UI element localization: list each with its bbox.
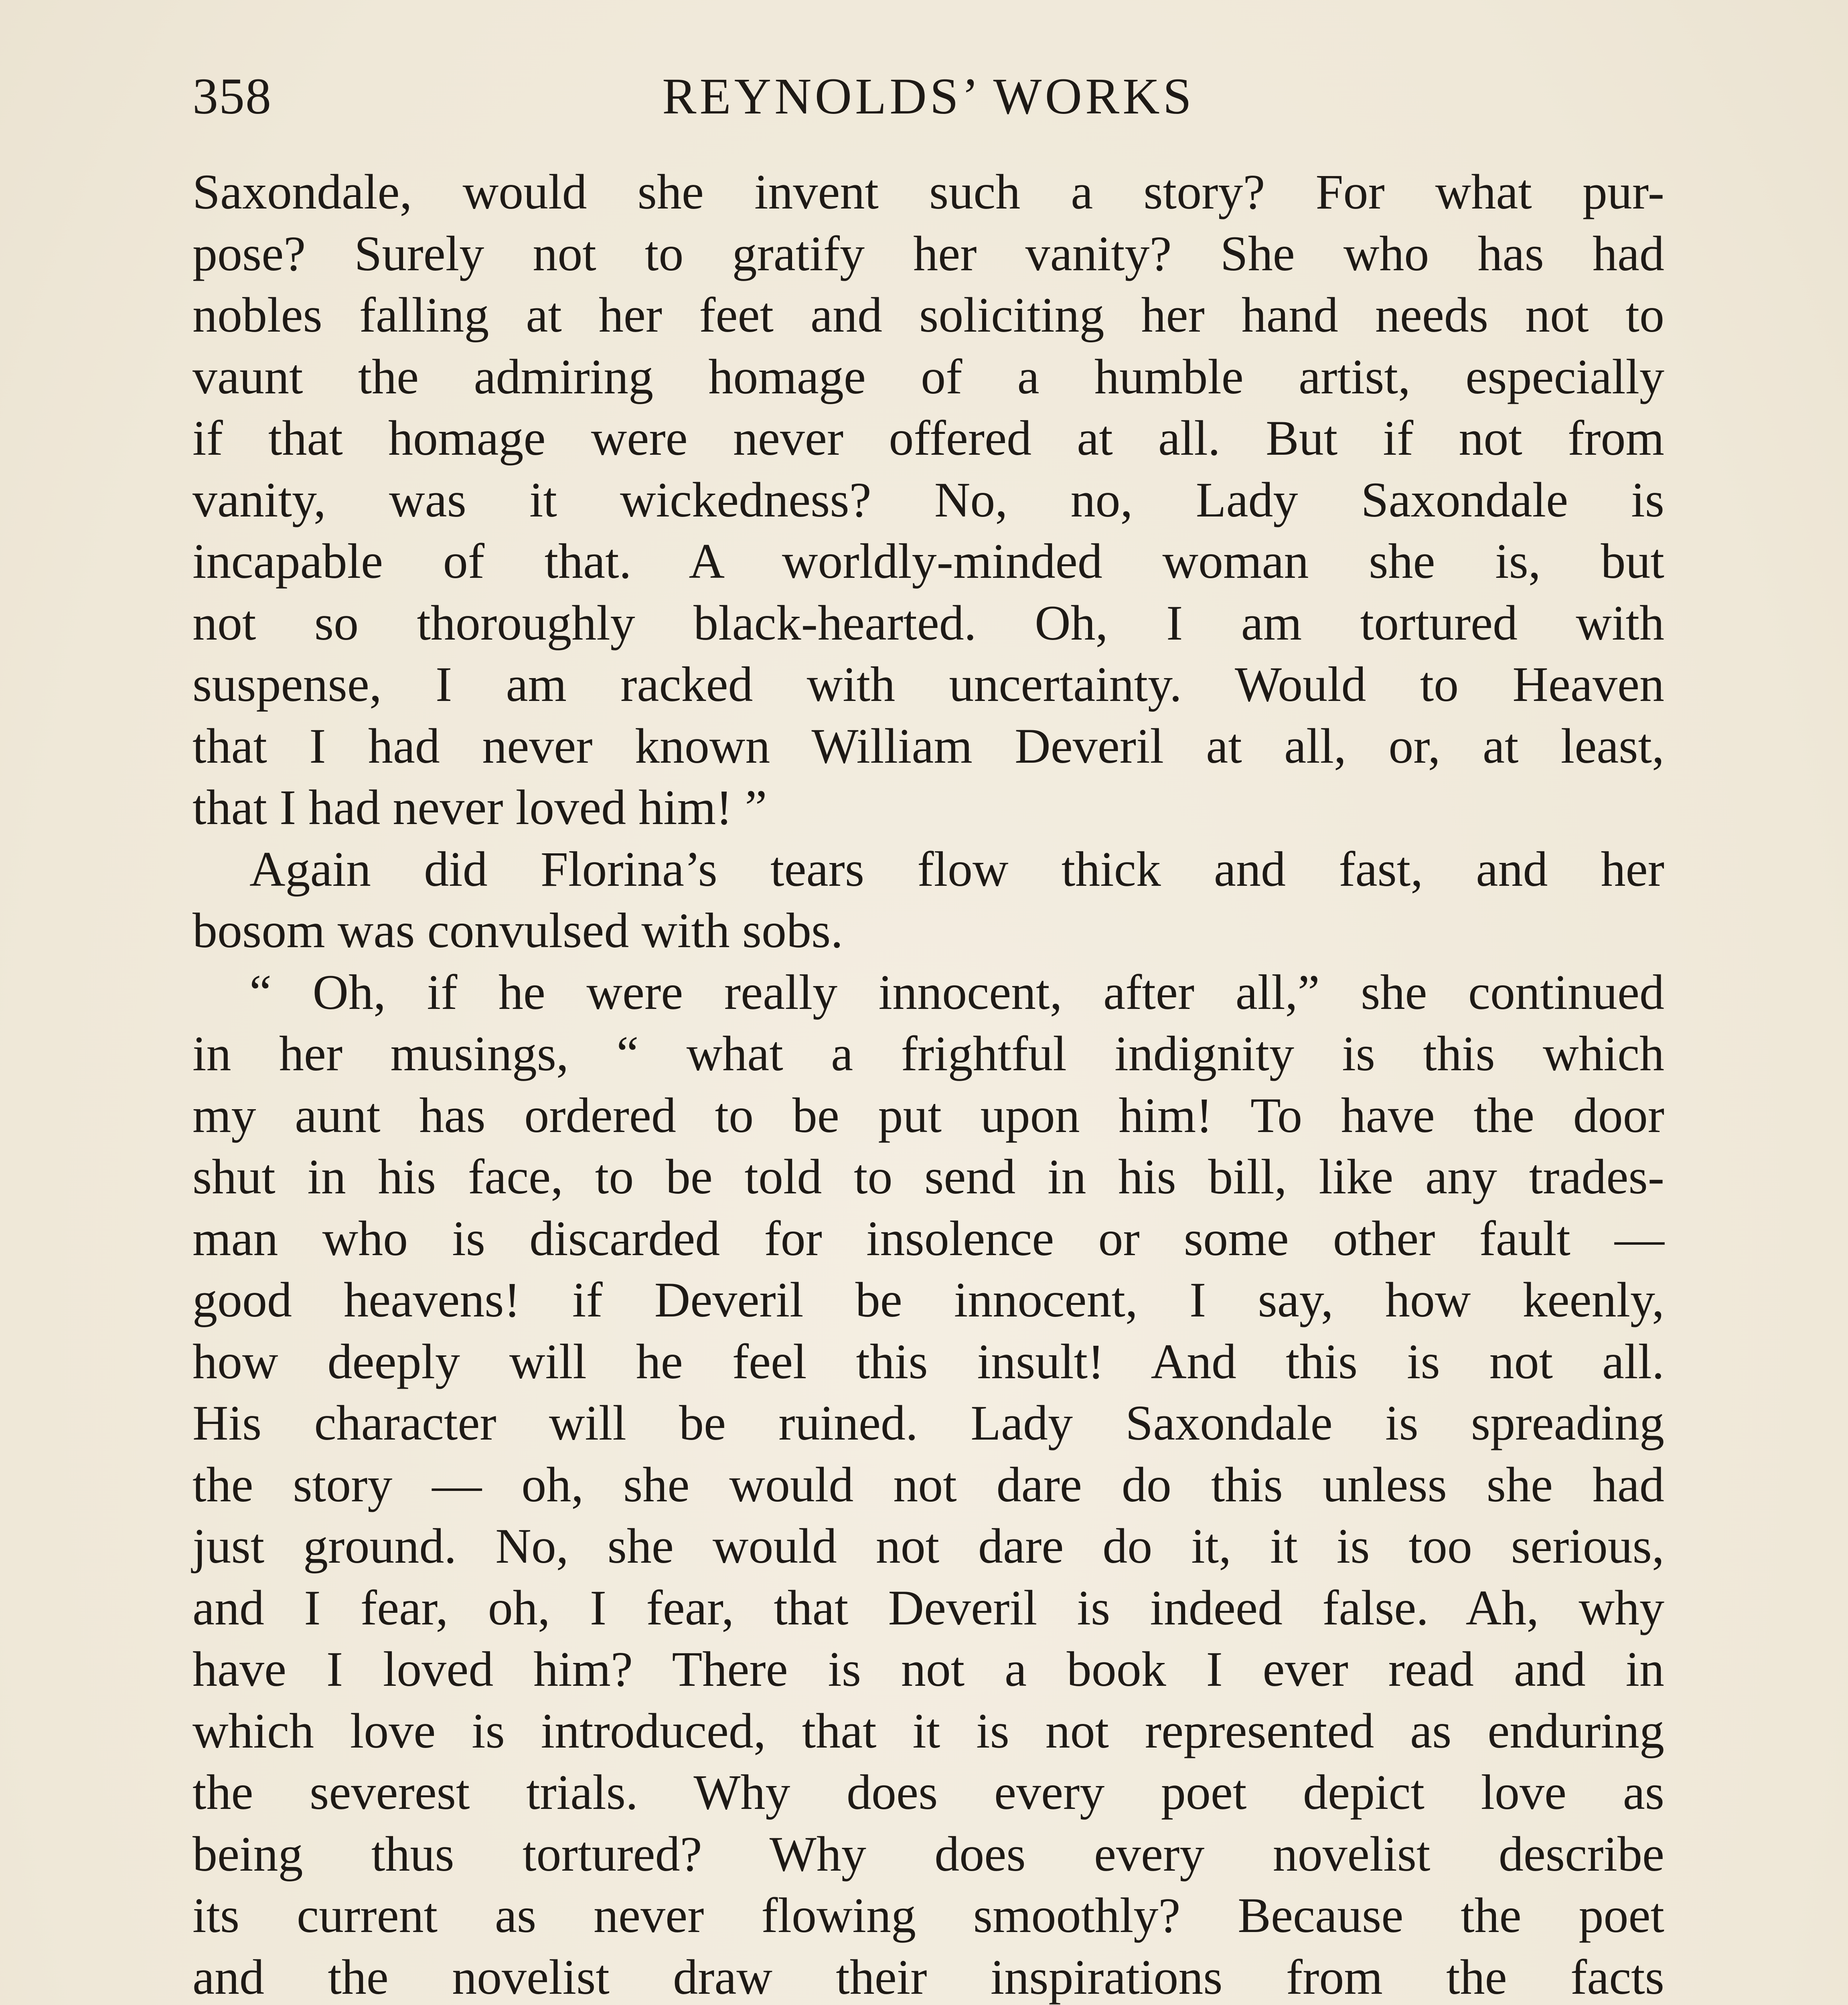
text-line: bosom was convulsed with sobs.: [192, 903, 843, 958]
text-line: the story — oh, she would not dare do this unless she had: [192, 1457, 1664, 1512]
text-line: that I had never loved him! ”: [192, 780, 767, 835]
text-line: its current as never flowing smoothly? Because the poet: [192, 1888, 1664, 1943]
text-line: vanity, was it wickedness? No, no, Lady Saxondale is: [192, 472, 1664, 527]
page-number: 358: [192, 68, 272, 125]
text-line: that I had never known William Deveril at all, or, at least,: [192, 718, 1664, 774]
text-line: vaunt the admiring homage of a humble artist, especially: [192, 349, 1664, 404]
text-line: my aunt has ordered to be put upon him! To have the door: [192, 1088, 1664, 1143]
text-line: and the novelist draw their inspirations from the facts: [192, 1949, 1664, 2005]
text-line: just ground. No, she would not dare do it, it is too serious,: [192, 1519, 1664, 1574]
body-text: [192, 161, 1664, 2005]
text-line: how deeply will he feel this insult! And this is not all.: [192, 1334, 1664, 1389]
text-line: if that homage were never offered at all. But if not from: [192, 411, 1664, 466]
text-line: in her musings, “ what a frightful indignity is this which: [192, 1026, 1664, 1081]
text-line: suspense, I am racked with uncertainty. Would to Heaven: [192, 657, 1664, 712]
text-line: man who is discarded for insolence or some other fault —: [192, 1211, 1664, 1266]
text-line: pose? Surely not to gratify her vanity? She who has had: [192, 226, 1664, 281]
text-line: being thus tortured? Why does every novelist describe: [192, 1826, 1664, 1881]
text-line: Again did Florina’s tears flow thick and fast, and her: [249, 841, 1664, 897]
text-line: shut in his face, to be told to send in his bill, like any trades-: [192, 1149, 1664, 1204]
text-line: which love is introduced, that it is not represented as enduring: [192, 1703, 1664, 1758]
text-line: Saxondale, would she invent such a story? For what pur-: [192, 164, 1664, 219]
text-line: the severest trials. Why does every poet depict love as: [192, 1765, 1664, 1820]
text-line: and I fear, oh, I fear, that Deveril is indeed false. Ah, why: [192, 1580, 1664, 1635]
running-head: [192, 60, 1664, 132]
text-line: good heavens! if Deveril be innocent, I say, how keenly,: [192, 1272, 1664, 1327]
text-line: not so thoroughly black-hearted. Oh, I am tortured with: [192, 595, 1664, 650]
text-line: incapable of that. A worldly-minded woman she is, but: [192, 534, 1664, 589]
text-line: nobles falling at her feet and soliciting her hand needs not to: [192, 288, 1664, 342]
text-line: have I loved him? There is not a book I ever read and in: [192, 1642, 1664, 1697]
running-title: REYNOLDS’ WORKS: [662, 68, 1195, 125]
text-line: His character will be ruined. Lady Saxondale is spreading: [192, 1395, 1664, 1450]
text-line: “ Oh, if he were really innocent, after all,” she continued: [249, 964, 1664, 1020]
